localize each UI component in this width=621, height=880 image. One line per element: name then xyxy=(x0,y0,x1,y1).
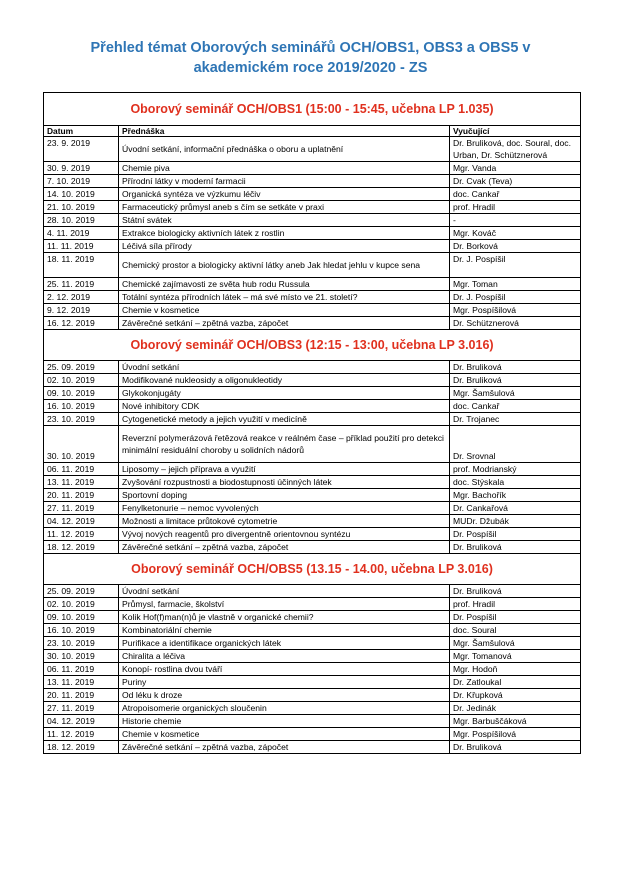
row-talk: Fenylketonurie – nemoc vyvolených xyxy=(119,502,450,515)
row-lecturer: Dr. Trojanec xyxy=(450,413,581,426)
row-lecturer: doc. Cankař xyxy=(450,188,581,201)
row-talk: Purifikace a identifikace organických látek xyxy=(119,637,450,650)
table-row xyxy=(44,463,581,476)
row-talk: Glykokonjugáty xyxy=(119,387,450,400)
row-lecturer: Mgr. Bachořík xyxy=(450,489,581,502)
row-date: 30. 10. 2019 xyxy=(44,650,119,663)
row-talk: Chemie v kosmetice xyxy=(119,728,450,741)
row-date: 02. 10. 2019 xyxy=(44,374,119,387)
column-header-row xyxy=(44,126,581,137)
row-lecturer: prof. Hradil xyxy=(450,201,581,214)
section-heading: Oborový seminář OCH/OBS1 (15:00 - 15:45, učebna LP 1.035) xyxy=(44,93,581,126)
row-talk: Chemické zajímavosti ze světa hub rodu Russula xyxy=(119,278,450,291)
section-heading-row xyxy=(44,554,581,585)
table-row xyxy=(44,541,581,554)
table-row xyxy=(44,676,581,689)
row-date: 16. 12. 2019 xyxy=(44,317,119,330)
table-row xyxy=(44,214,581,227)
row-date: 21. 10. 2019 xyxy=(44,201,119,214)
row-date: 16. 10. 2019 xyxy=(44,624,119,637)
table-row xyxy=(44,387,581,400)
row-talk: Možnosti a limitace průtokové cytometrie xyxy=(119,515,450,528)
row-lecturer: Dr. Cankařová xyxy=(450,502,581,515)
row-lecturer: Dr. Bruliková xyxy=(450,741,581,754)
row-date: 16. 10. 2019 xyxy=(44,400,119,413)
table-row xyxy=(44,489,581,502)
section-heading-row xyxy=(44,330,581,361)
row-talk: Státní svátek xyxy=(119,214,450,227)
row-talk: Liposomy – jejich příprava a využití xyxy=(119,463,450,476)
row-date: 09. 10. 2019 xyxy=(44,387,119,400)
row-lecturer: prof. Modrianský xyxy=(450,463,581,476)
row-talk: Kolik Hof(f)man(n)ů je vlastně v organické chemii? xyxy=(119,611,450,624)
row-date: 04. 12. 2019 xyxy=(44,715,119,728)
row-talk: Průmysl, farmacie, školství xyxy=(119,598,450,611)
table-row xyxy=(44,227,581,240)
row-talk: Organická syntéza ve výzkumu léčiv xyxy=(119,188,450,201)
column-header-talk: Přednáška xyxy=(119,126,450,137)
row-date: 30. 10. 2019 xyxy=(44,426,119,463)
row-date: 23. 10. 2019 xyxy=(44,413,119,426)
table-row xyxy=(44,624,581,637)
row-lecturer: doc. Stýskala xyxy=(450,476,581,489)
table-row xyxy=(44,702,581,715)
row-date: 25. 11. 2019 xyxy=(44,278,119,291)
row-lecturer: prof. Hradil xyxy=(450,598,581,611)
row-talk: Od léku k droze xyxy=(119,689,450,702)
row-date: 09. 10. 2019 xyxy=(44,611,119,624)
schedule-body xyxy=(44,93,581,754)
table-row xyxy=(44,650,581,663)
table-row xyxy=(44,175,581,188)
row-lecturer: doc. Soural xyxy=(450,624,581,637)
table-row xyxy=(44,426,581,463)
row-date: 13. 11. 2019 xyxy=(44,476,119,489)
row-lecturer: Mgr. Šamšulová xyxy=(450,637,581,650)
row-date: 25. 09. 2019 xyxy=(44,361,119,374)
row-date: 06. 11. 2019 xyxy=(44,663,119,676)
row-talk: Chiralita a léčiva xyxy=(119,650,450,663)
row-date: 18. 11. 2019 xyxy=(44,253,119,278)
column-header-date: Datum xyxy=(44,126,119,137)
row-talk: Nové inhibitory CDK xyxy=(119,400,450,413)
row-lecturer: Dr. Srovnal xyxy=(450,426,581,463)
row-talk: Konopí- rostlina dvou tváří xyxy=(119,663,450,676)
table-row xyxy=(44,715,581,728)
row-talk: Cytogenetické metody a jejich využití v medicíně xyxy=(119,413,450,426)
row-talk: Úvodní setkání, informační přednáška o oboru a uplatnění xyxy=(119,137,450,162)
table-row xyxy=(44,528,581,541)
row-lecturer: Dr. Bruliková xyxy=(450,374,581,387)
row-date: 11. 11. 2019 xyxy=(44,240,119,253)
row-lecturer: Mgr. Šamšulová xyxy=(450,387,581,400)
row-lecturer: Mgr. Hodoň xyxy=(450,663,581,676)
row-lecturer: Dr. Křupková xyxy=(450,689,581,702)
column-header-lecturer: Vyučující xyxy=(450,126,581,137)
seminar-schedule-table xyxy=(43,92,581,754)
table-row xyxy=(44,502,581,515)
table-row xyxy=(44,476,581,489)
row-talk: Farmaceutický průmysl aneb s čím se setkáte v praxi xyxy=(119,201,450,214)
table-row xyxy=(44,400,581,413)
row-date: 2. 12. 2019 xyxy=(44,291,119,304)
table-row xyxy=(44,317,581,330)
row-lecturer: MUDr. Džubák xyxy=(450,515,581,528)
section-heading-row xyxy=(44,93,581,126)
row-date: 30. 9. 2019 xyxy=(44,162,119,175)
row-talk: Atropoisomerie organických sloučenin xyxy=(119,702,450,715)
row-talk: Úvodní setkání xyxy=(119,585,450,598)
row-date: 7. 10. 2019 xyxy=(44,175,119,188)
row-talk: Zvyšování rozpustnosti a biodostupnosti účinných látek xyxy=(119,476,450,489)
row-lecturer: Dr. Pospíšil xyxy=(450,528,581,541)
table-row xyxy=(44,188,581,201)
row-date: 23. 10. 2019 xyxy=(44,637,119,650)
table-row xyxy=(44,253,581,278)
table-row xyxy=(44,637,581,650)
row-lecturer: Dr. Jedinák xyxy=(450,702,581,715)
row-date: 20. 11. 2019 xyxy=(44,489,119,502)
row-date: 11. 12. 2019 xyxy=(44,728,119,741)
row-date: 18. 12. 2019 xyxy=(44,741,119,754)
row-lecturer: Dr. J. Pospíšil xyxy=(450,253,581,278)
row-date: 25. 09. 2019 xyxy=(44,585,119,598)
table-row xyxy=(44,598,581,611)
row-date: 11. 12. 2019 xyxy=(44,528,119,541)
row-date: 20. 11. 2019 xyxy=(44,689,119,702)
row-talk: Úvodní setkání xyxy=(119,361,450,374)
row-lecturer: Mgr. Vanda xyxy=(450,162,581,175)
row-talk: Extrakce biologicky aktivních látek z rostlin xyxy=(119,227,450,240)
title-line-2: akademickém roce 2019/2020 - ZS xyxy=(193,60,428,76)
row-talk: Modifikované nukleosidy a oligonukleotidy xyxy=(119,374,450,387)
table-row xyxy=(44,278,581,291)
row-talk: Chemický prostor a biologicky aktivní látky aneb Jak hledat jehlu v kupce sena xyxy=(119,253,450,278)
table-row xyxy=(44,689,581,702)
table-row xyxy=(44,137,581,162)
table-row xyxy=(44,611,581,624)
row-lecturer: Dr. Bruliková xyxy=(450,585,581,598)
table-row xyxy=(44,361,581,374)
row-lecturer: Dr. Zatloukal xyxy=(450,676,581,689)
row-lecturer: - xyxy=(450,214,581,227)
row-talk: Chemie v kosmetice xyxy=(119,304,450,317)
row-date: 04. 12. 2019 xyxy=(44,515,119,528)
table-row xyxy=(44,728,581,741)
row-talk: Chemie piva xyxy=(119,162,450,175)
row-lecturer: Dr. Pospíšil xyxy=(450,611,581,624)
row-lecturer: Mgr. Pospíšilová xyxy=(450,304,581,317)
row-lecturer: Dr. Schütznerová xyxy=(450,317,581,330)
row-date: 27. 11. 2019 xyxy=(44,702,119,715)
row-date: 23. 9. 2019 xyxy=(44,137,119,162)
table-row xyxy=(44,291,581,304)
row-talk: Vývoj nových reagentů pro divergentně orientovnou syntézu xyxy=(119,528,450,541)
section-heading: Oborový seminář OCH/OBS3 (12:15 - 13:00, učebna LP 3.016) xyxy=(44,330,581,361)
table-row xyxy=(44,663,581,676)
row-lecturer: Mgr. Tomanová xyxy=(450,650,581,663)
row-talk: Totální syntéza přírodních látek – má své místo ve 21. století? xyxy=(119,291,450,304)
table-row xyxy=(44,201,581,214)
row-date: 4. 11. 2019 xyxy=(44,227,119,240)
row-date: 18. 12. 2019 xyxy=(44,541,119,554)
row-talk: Sportovní doping xyxy=(119,489,450,502)
row-talk: Závěrečné setkání – zpětná vazba, zápočet xyxy=(119,741,450,754)
row-date: 06. 11. 2019 xyxy=(44,463,119,476)
row-date: 27. 11. 2019 xyxy=(44,502,119,515)
row-lecturer: doc. Cankař xyxy=(450,400,581,413)
table-row xyxy=(44,240,581,253)
section-heading: Oborový seminář OCH/OBS5 (13.15 - 14.00, učebna LP 3.016) xyxy=(44,554,581,585)
row-date: 02. 10. 2019 xyxy=(44,598,119,611)
row-talk: Historie chemie xyxy=(119,715,450,728)
row-talk: Puriny xyxy=(119,676,450,689)
row-date: 14. 10. 2019 xyxy=(44,188,119,201)
row-lecturer: Dr. Cvak (Teva) xyxy=(450,175,581,188)
table-row xyxy=(44,304,581,317)
table-row xyxy=(44,515,581,528)
table-row xyxy=(44,374,581,387)
row-lecturer: Mgr. Toman xyxy=(450,278,581,291)
row-lecturer: Mgr. Pospíšilová xyxy=(450,728,581,741)
row-lecturer: Dr. Bruliková, doc. Soural, doc. Urban, Dr. Schütznerová xyxy=(450,137,581,162)
title-line-1: Přehled témat Oborových seminářů OCH/OBS1, OBS3 a OBS5 v xyxy=(90,40,531,56)
row-talk: Přírodní látky v moderní farmacii xyxy=(119,175,450,188)
row-talk: Reverzní polymerázová řetězová reakce v reálném čase – příklad použití pro detekci minimální residuální choroby u solidních nádorů xyxy=(119,426,450,463)
row-talk: Závěrečné setkání – zpětná vazba, zápočet xyxy=(119,317,450,330)
row-date: 9. 12. 2019 xyxy=(44,304,119,317)
row-lecturer: Mgr. Barbuščáková xyxy=(450,715,581,728)
document-title xyxy=(40,38,581,78)
row-lecturer: Mgr. Kováč xyxy=(450,227,581,240)
table-row xyxy=(44,585,581,598)
row-talk: Závěrečné setkání – zpětná vazba, zápočet xyxy=(119,541,450,554)
row-lecturer: Dr. Bruliková xyxy=(450,361,581,374)
row-date: 13. 11. 2019 xyxy=(44,676,119,689)
row-lecturer: Dr. J. Pospíšil xyxy=(450,291,581,304)
table-row xyxy=(44,162,581,175)
row-lecturer: Dr. Bruliková xyxy=(450,541,581,554)
row-date: 28. 10. 2019 xyxy=(44,214,119,227)
table-row xyxy=(44,741,581,754)
row-talk: Léčivá síla přírody xyxy=(119,240,450,253)
row-lecturer: Dr. Borková xyxy=(450,240,581,253)
table-row xyxy=(44,413,581,426)
row-talk: Kombinatoriální chemie xyxy=(119,624,450,637)
